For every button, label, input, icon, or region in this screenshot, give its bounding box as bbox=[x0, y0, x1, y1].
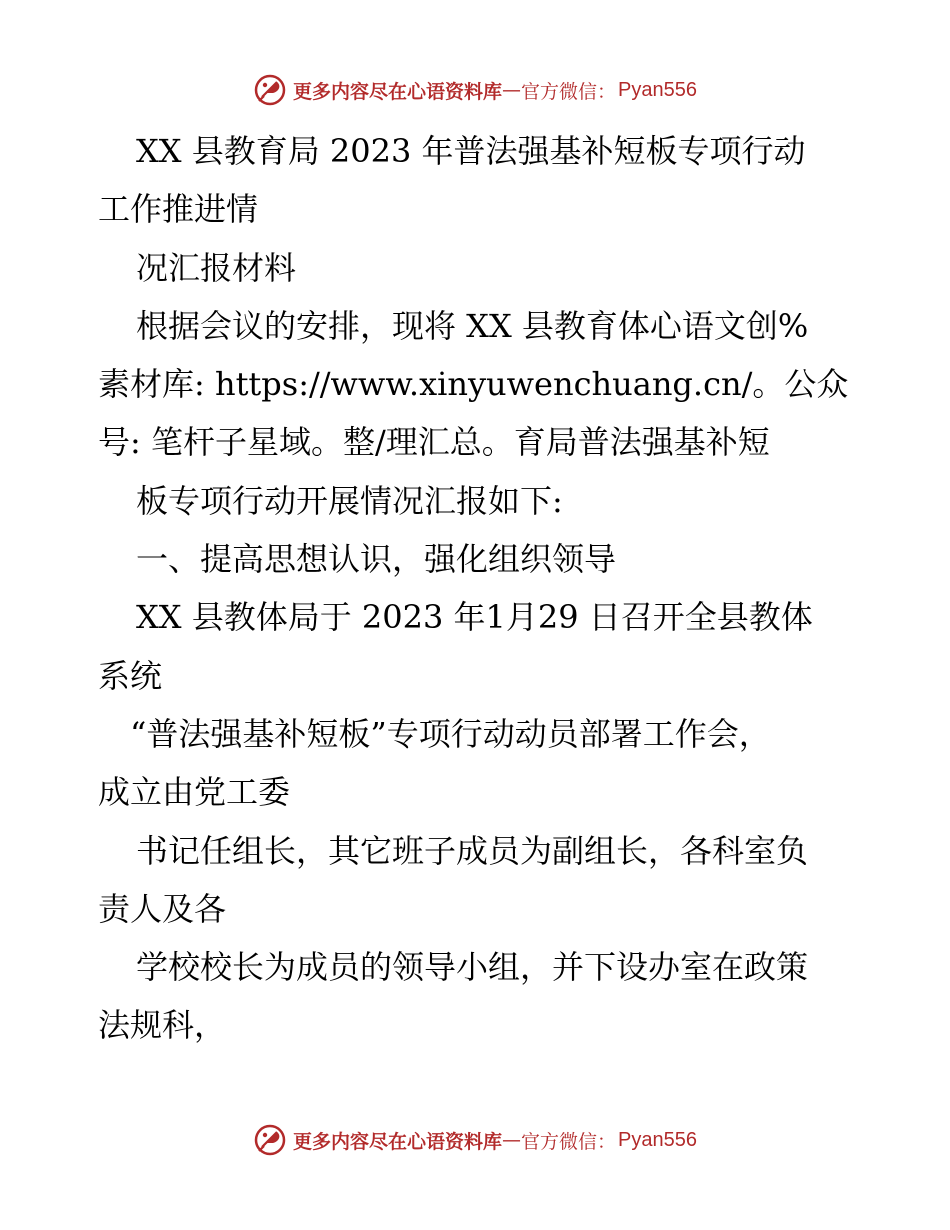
title-line-3: 况汇报材料 bbox=[136, 248, 297, 287]
title-line-2: 工作推进情 bbox=[98, 190, 259, 229]
watermark-banner-bottom bbox=[0, 1120, 950, 1160]
paragraph-line: 根据会议的安排，现将 XX 县教育体心语文创% bbox=[136, 306, 809, 345]
quill-logo-icon bbox=[253, 73, 287, 107]
paragraph-line: XX 县教体局于 2023 年1月29 日召开全县教体 bbox=[136, 598, 813, 637]
paragraph-line: 素材库: https://www.xinyuwenchuang.cn/。公众 bbox=[98, 365, 849, 404]
paragraph-line: 书记任组长，其它班子成员为副组长，各科室负 bbox=[136, 831, 809, 870]
paragraph-line: 学校校长为成员的领导小组，并下设办室在政策 bbox=[136, 948, 809, 987]
watermark-main-text: 更多内容尽在心语资料库 bbox=[293, 1130, 503, 1153]
paragraph-line: 板专项行动开展情况汇报如下: bbox=[136, 481, 563, 520]
paragraph-line: 法规科， bbox=[98, 1006, 227, 1045]
watermark-wechat-id: Pyan556 bbox=[618, 78, 697, 101]
watermark-separator: — bbox=[502, 79, 522, 101]
paragraph-line: 责人及各 bbox=[98, 889, 227, 928]
watermark-banner-top bbox=[0, 70, 950, 110]
paragraph-line: 号: 笔杆子星域。整/理汇总。育局普法强基补短 bbox=[98, 423, 770, 462]
watermark-wechat-id: Pyan556 bbox=[618, 1128, 697, 1151]
section-heading: 一、提高思想认识，强化组织领导 bbox=[136, 540, 617, 579]
watermark-main-text: 更多内容尽在心语资料库 bbox=[293, 80, 503, 103]
watermark-wechat-label: 官方微信： bbox=[521, 1130, 617, 1153]
quill-logo-icon bbox=[253, 1123, 287, 1157]
paragraph-line: 系统 bbox=[98, 656, 163, 695]
watermark-separator: — bbox=[502, 1129, 522, 1151]
document-body bbox=[98, 122, 868, 1055]
paragraph-line: “普法强基补短板”专项行动动员部署工作会， bbox=[130, 714, 771, 753]
paragraph-line: 成立由党工委 bbox=[98, 773, 291, 812]
watermark-wechat-label: 官方微信： bbox=[521, 80, 617, 103]
title-line-1: XX 县教育局 2023 年普法强基补短板专项行动 bbox=[136, 132, 806, 170]
